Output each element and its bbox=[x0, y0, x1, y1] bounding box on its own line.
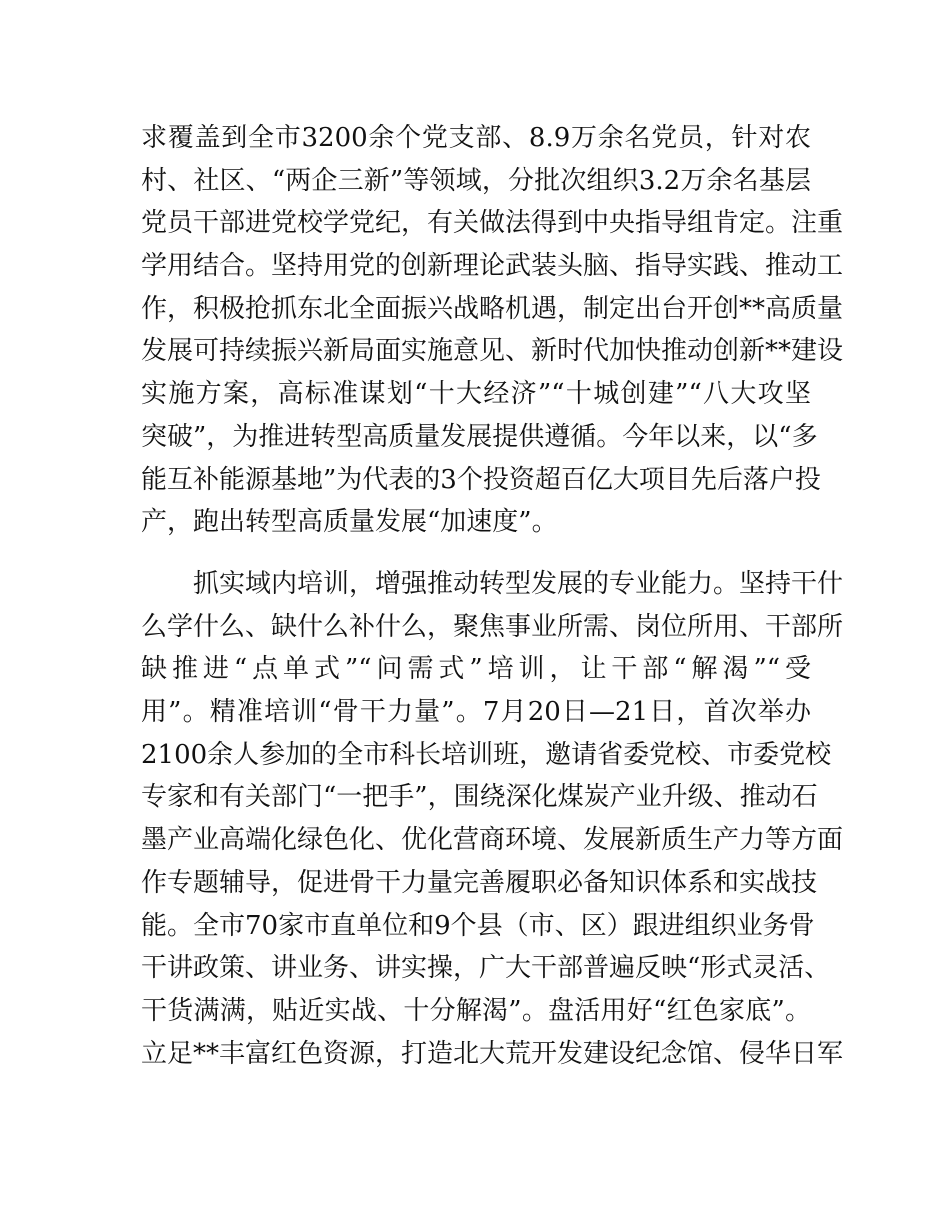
text-line: 缺推进“点单式”“问需式”培训，让干部“解渴”“受 bbox=[141, 654, 811, 685]
paragraph-2 bbox=[141, 563, 844, 1075]
paragraph-1 bbox=[141, 117, 844, 544]
text-line: 实施方案，高标准谋划“十大经济”“十城创建”“八大攻坚 bbox=[141, 379, 811, 410]
text-line: 墨产业高端化绿色化、优化营商环境、发展新质生产力等方面 bbox=[141, 825, 844, 856]
text-line: 能。全市70家市直单位和9个县（市、区）跟进组织业务骨 bbox=[141, 910, 815, 941]
text-line: 抓实域内培训，增强推动转型发展的专业能力。坚持干什 bbox=[141, 569, 844, 599]
text-line: 专家和有关部门“一把手”，围绕深化煤炭产业升级、推动石 bbox=[141, 782, 818, 813]
text-line: 村、社区、“两企三新”等领域，分批次组织3.2万余名基层 bbox=[141, 165, 811, 196]
text-line: 干货满满，贴近实战、十分解渴”。盘活用好“红色家底”。 bbox=[141, 995, 811, 1026]
text-line: 能互补能源基地”为代表的3个投资超百亿大项目先后落户投 bbox=[141, 464, 821, 495]
text-line: 作专题辅导，促进骨干力量完善履职必备知识体系和实战技 bbox=[141, 867, 818, 898]
text-line: 作，积极抢抓东北全面振兴战略机遇，制定出台开创**高质量 bbox=[141, 293, 844, 324]
text-line: 用”。精准培训“骨干力量”。7月20日—21日，首次举办 bbox=[141, 697, 811, 728]
text-line: 求覆盖到全市3200余个党支部、8.9万余名党员，针对农 bbox=[141, 123, 811, 153]
text-line: 产，跑出转型高质量发展“加速度”。 bbox=[141, 507, 558, 538]
text-line: 么学什么、缺什么补什么，聚焦事业所需、岗位所用、干部所 bbox=[141, 611, 844, 642]
text-line: 党员干部进党校学党纪，有关做法得到中央指导组肯定。注重 bbox=[141, 208, 844, 239]
text-line: 干讲政策、讲业务、讲实操，广大干部普遍反映“形式灵活、 bbox=[141, 953, 831, 984]
text-line: 发展可持续振兴新局面实施意见、新时代加快推动创新**建设 bbox=[141, 336, 844, 367]
text-line: 立足**丰富红色资源，打造北大荒开发建设纪念馆、侵华日军 bbox=[141, 1038, 844, 1069]
text-line: 2100余人参加的全市科长培训班，邀请省委党校、市委党校 bbox=[141, 739, 832, 770]
text-line: 突破”，为推进转型高质量发展提供遵循。今年以来，以“多 bbox=[141, 421, 818, 452]
text-line: 学用结合。坚持用党的创新理论武装头脑、指导实践、推动工 bbox=[141, 251, 844, 282]
